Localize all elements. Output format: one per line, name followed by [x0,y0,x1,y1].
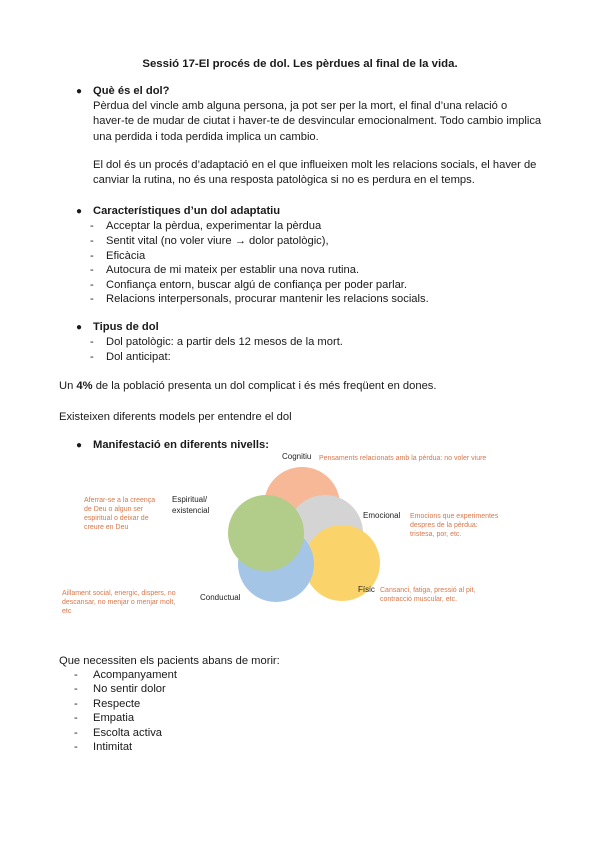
paragraph-definition [93,99,553,145]
page-title: Sessió 17-El procés de dol. Les pèrdues al final de la vida. [142,58,458,70]
note-conductual-line: etc [62,608,72,615]
note-cognitiu: Pensaments relacionats amb la pèrdua: no voler viure [319,455,487,462]
paragraph-line: Pèrdua del vincle amb alguna persona, ja pot ser per la mort, el final d’una relació o [93,100,508,112]
section-heading-manifestacio: Manifestació en diferents nivells: [93,439,269,451]
note-emocional-line: Emocions que experimentes [410,513,499,520]
label-fisic: Físic [358,585,375,594]
paragraph-line: El dol és un procés d’adaptació en el que influeixen molt les relacions socials, el haver de [93,159,537,171]
paragraph-line: canviar la rutina, no és una resposta patològica si no es perdura en el temps. [93,174,475,187]
note-espiritual-line: Aferrar-se a la creença [84,497,156,504]
note-espiritual-line: espiritual o deixar de [84,515,149,522]
paragraph-line: una perdida i toda perdida implica un cambio. [93,130,319,143]
note-espiritual-line: creure en Deu [84,524,129,531]
paragraph-line: haver-te de mudar de ciutat i haver-te de desvincular emocionalment. Todo cambio implica [93,115,542,128]
stat-line: Un 4% de la població presenta un dol complicat i és més freqüent en dones. [59,380,437,392]
section-heading-caracteristiques: Característiques d’un dol adaptatiu [93,205,281,217]
label-espiritual-line: existencial [172,506,210,515]
bullet-icon: ● [76,86,83,97]
paragraph-adaptation [93,158,553,189]
needs-intro: Que necessiten els pacients abans de morir: [59,655,280,667]
section-heading-tipus: Tipus de dol [93,321,159,333]
note-emocional-line: tristesa, por, etc. [410,531,462,538]
bullet-icon: ● [76,206,83,217]
note-emocional-line: despres de la pèrdua: [410,522,478,529]
section-heading-que-es: Què és el dol? [93,85,170,97]
label-cognitiu: Cognitiu [282,452,312,461]
circle-espiritual [228,495,304,571]
note-conductual-line: descansar, no menjar o menjar molt, [62,599,176,606]
models-line: Existeixen diferents models per entendre el dol [59,411,292,423]
manifestation-venn-diagram [0,440,600,640]
label-emocional: Emocional [363,511,401,520]
note-conductual-line: Aillament social, energic, dispers, no [62,590,176,597]
note-fisic-line: contracció muscular, etc. [380,596,458,603]
bullet-icon: ● [76,322,83,333]
note-espiritual-line: de Deu o algun ser [84,506,144,513]
document-page: Sessió 17-El procés de dol. Les pèrdues al final de la vida. ● Què és el dol? Pèrdua del vincle amb alguna persona, ja pot ser per la mort, el final d’una relació o haver-te de mudar de ciutat i haver-te de desvincular emocionalment. Todo cambio implica una perdida i toda perdida implica un cambio. El dol és un procés d’adaptació en el que influeixen molt les relacions socials, el haver de canviar la rutina, no és una resposta patològica si no es perdura en el temps. ● Característiques d’un dol adaptatiu - Acceptar la pèrdua, experimentar la pèrdua - Sentit vital (no voler viure → dolor patològic), - Eficàcia - Autocura de mi mateix per establir una nova rutina. - Confiança entorn, buscar algú de confiança per poder parlar. - Relacions interpersonals, procurar mantenir les relacions socials. ● Tipus de dol - Dol patològic: a partir dels 12 mesos de la mort. - Dol anticipat: Un 4% de la població presenta un dol complicat i és més freqüent en dones. Existeixen diferents models per entendre el dol ● Manifestació en diferents nivells: Cognitiu Pensaments relacionats amb la pèrdua: no voler viure Emocional Emocions que experimentes despres de la pèrdua: tristesa, por, etc. Físic Cansanci, fatiga, pressió al pit, contracció muscular, etc. Conductual Aillament social, energic, dispers, no descansar, no menjar o menjar molt, etc Espiritual/ existencial Aferrar-se a la creença de Deu o algun ser espiritual o deixar de creure en Deu Que necessiten els pacients abans de morir: - Acompanyament - No sentir dolor - Respecte - Empatia - Escolta activa - Intimitat [0,0,600,848]
bullet-icon: ● [76,440,83,451]
label-espiritual-line: Espiritual/ [172,495,208,504]
label-conductual: Conductual [200,593,241,602]
note-fisic-line: Cansanci, fatiga, pressió al pit, [380,587,476,594]
